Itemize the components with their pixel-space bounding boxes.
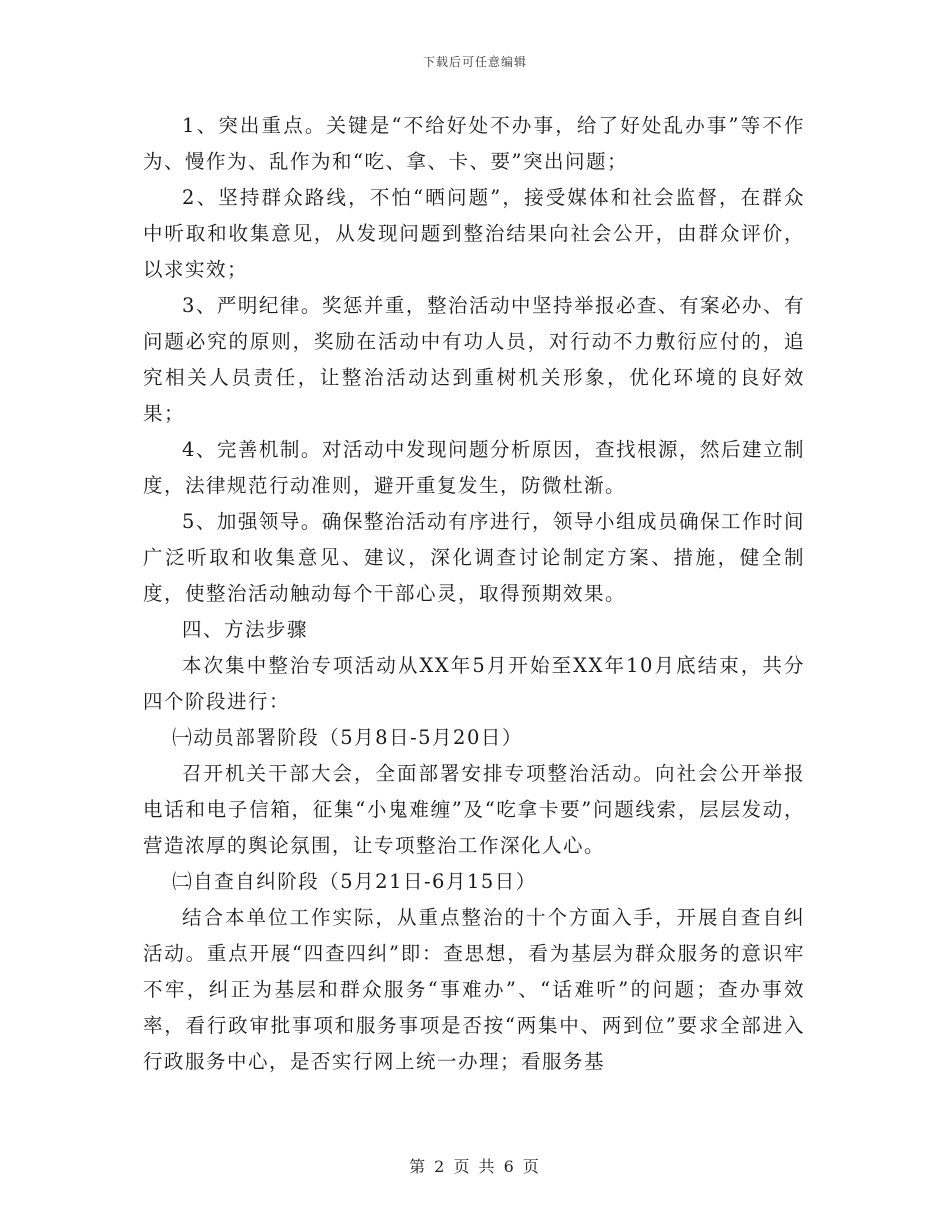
paragraph-item-3: 3、严明纪律。奖惩并重，整治活动中坚持举报必查、有案必办、有问题必究的原则，奖励在活动中有功人员，对行动不力敷衍应付的，追究相关人员责任，让整治活动达到重树机关形象，优化环境的良好效果； [143, 294, 805, 425]
paragraph-stage-1: 召开机关干部大会，全面部署安排专项整治活动。向社会公开举报电话和电子信箱，征集“小鬼难缠”及“吃拿卡要”问题线索，层层发动，营造浓厚的舆论氛围，让专项整治工作深化人心。 [143, 762, 805, 857]
page-header-note: 下载后可任意编辑 [422, 55, 527, 69]
paragraph-item-4: 4、完善机制。对活动中发现问题分析原因，查找根源，然后建立制度，法律规范行动准则，避开重复发生，防微杜渐。 [143, 438, 805, 497]
subheading-stage-2: ㈡自查自纠阶段（5月21日-6月15日） [172, 870, 537, 893]
section-heading-methods: 四、方法步骤 [182, 618, 309, 641]
paragraph-item-5: 5、加强领导。确保整治活动有序进行，领导小组成员确保工作时间广泛听取和收集意见、建议，深化调查讨论制定方案、措施，健全制度，使整治活动触动每个干部心灵，取得预期效果。 [143, 510, 805, 605]
paragraph-item-1: 1、突出重点。关键是“不给好处不办事，给了好处乱办事”等不作为、慢作为、乱作为和“吃、拿、卡、要”突出问题； [143, 114, 805, 173]
paragraph-overview: 本次集中整治专项活动从XX年5月开始至XX年10月底结束，共分四个阶段进行： [143, 654, 805, 713]
paragraph-stage-2: 结合本单位工作实际，从重点整治的十个方面入手，开展自查自纠活动。重点开展“四查四纠”即：查思想，看为基层为群众服务的意识牢不牢，纠正为基层和群众服务“事难办”、“话难听”的问题；查办事效率，看行政审批事项和服务事项是否按“两集中、两到位”要求全部进入行政服务中心，是否实行网上统一办理；看服务基 [143, 906, 805, 1073]
subheading-stage-1: ㈠动员部署阶段（5月8日-5月20日） [172, 726, 523, 749]
page-number-footer: 第 2 页 共 6 页 [409, 1157, 541, 1176]
document-body [143, 108, 805, 1080]
paragraph-item-2: 2、坚持群众路线，不怕“晒问题”，接受媒体和社会监督，在群众中听取和收集意见，从发现问题到整治结果向社会公开，由群众评价，以求实效； [143, 186, 805, 281]
